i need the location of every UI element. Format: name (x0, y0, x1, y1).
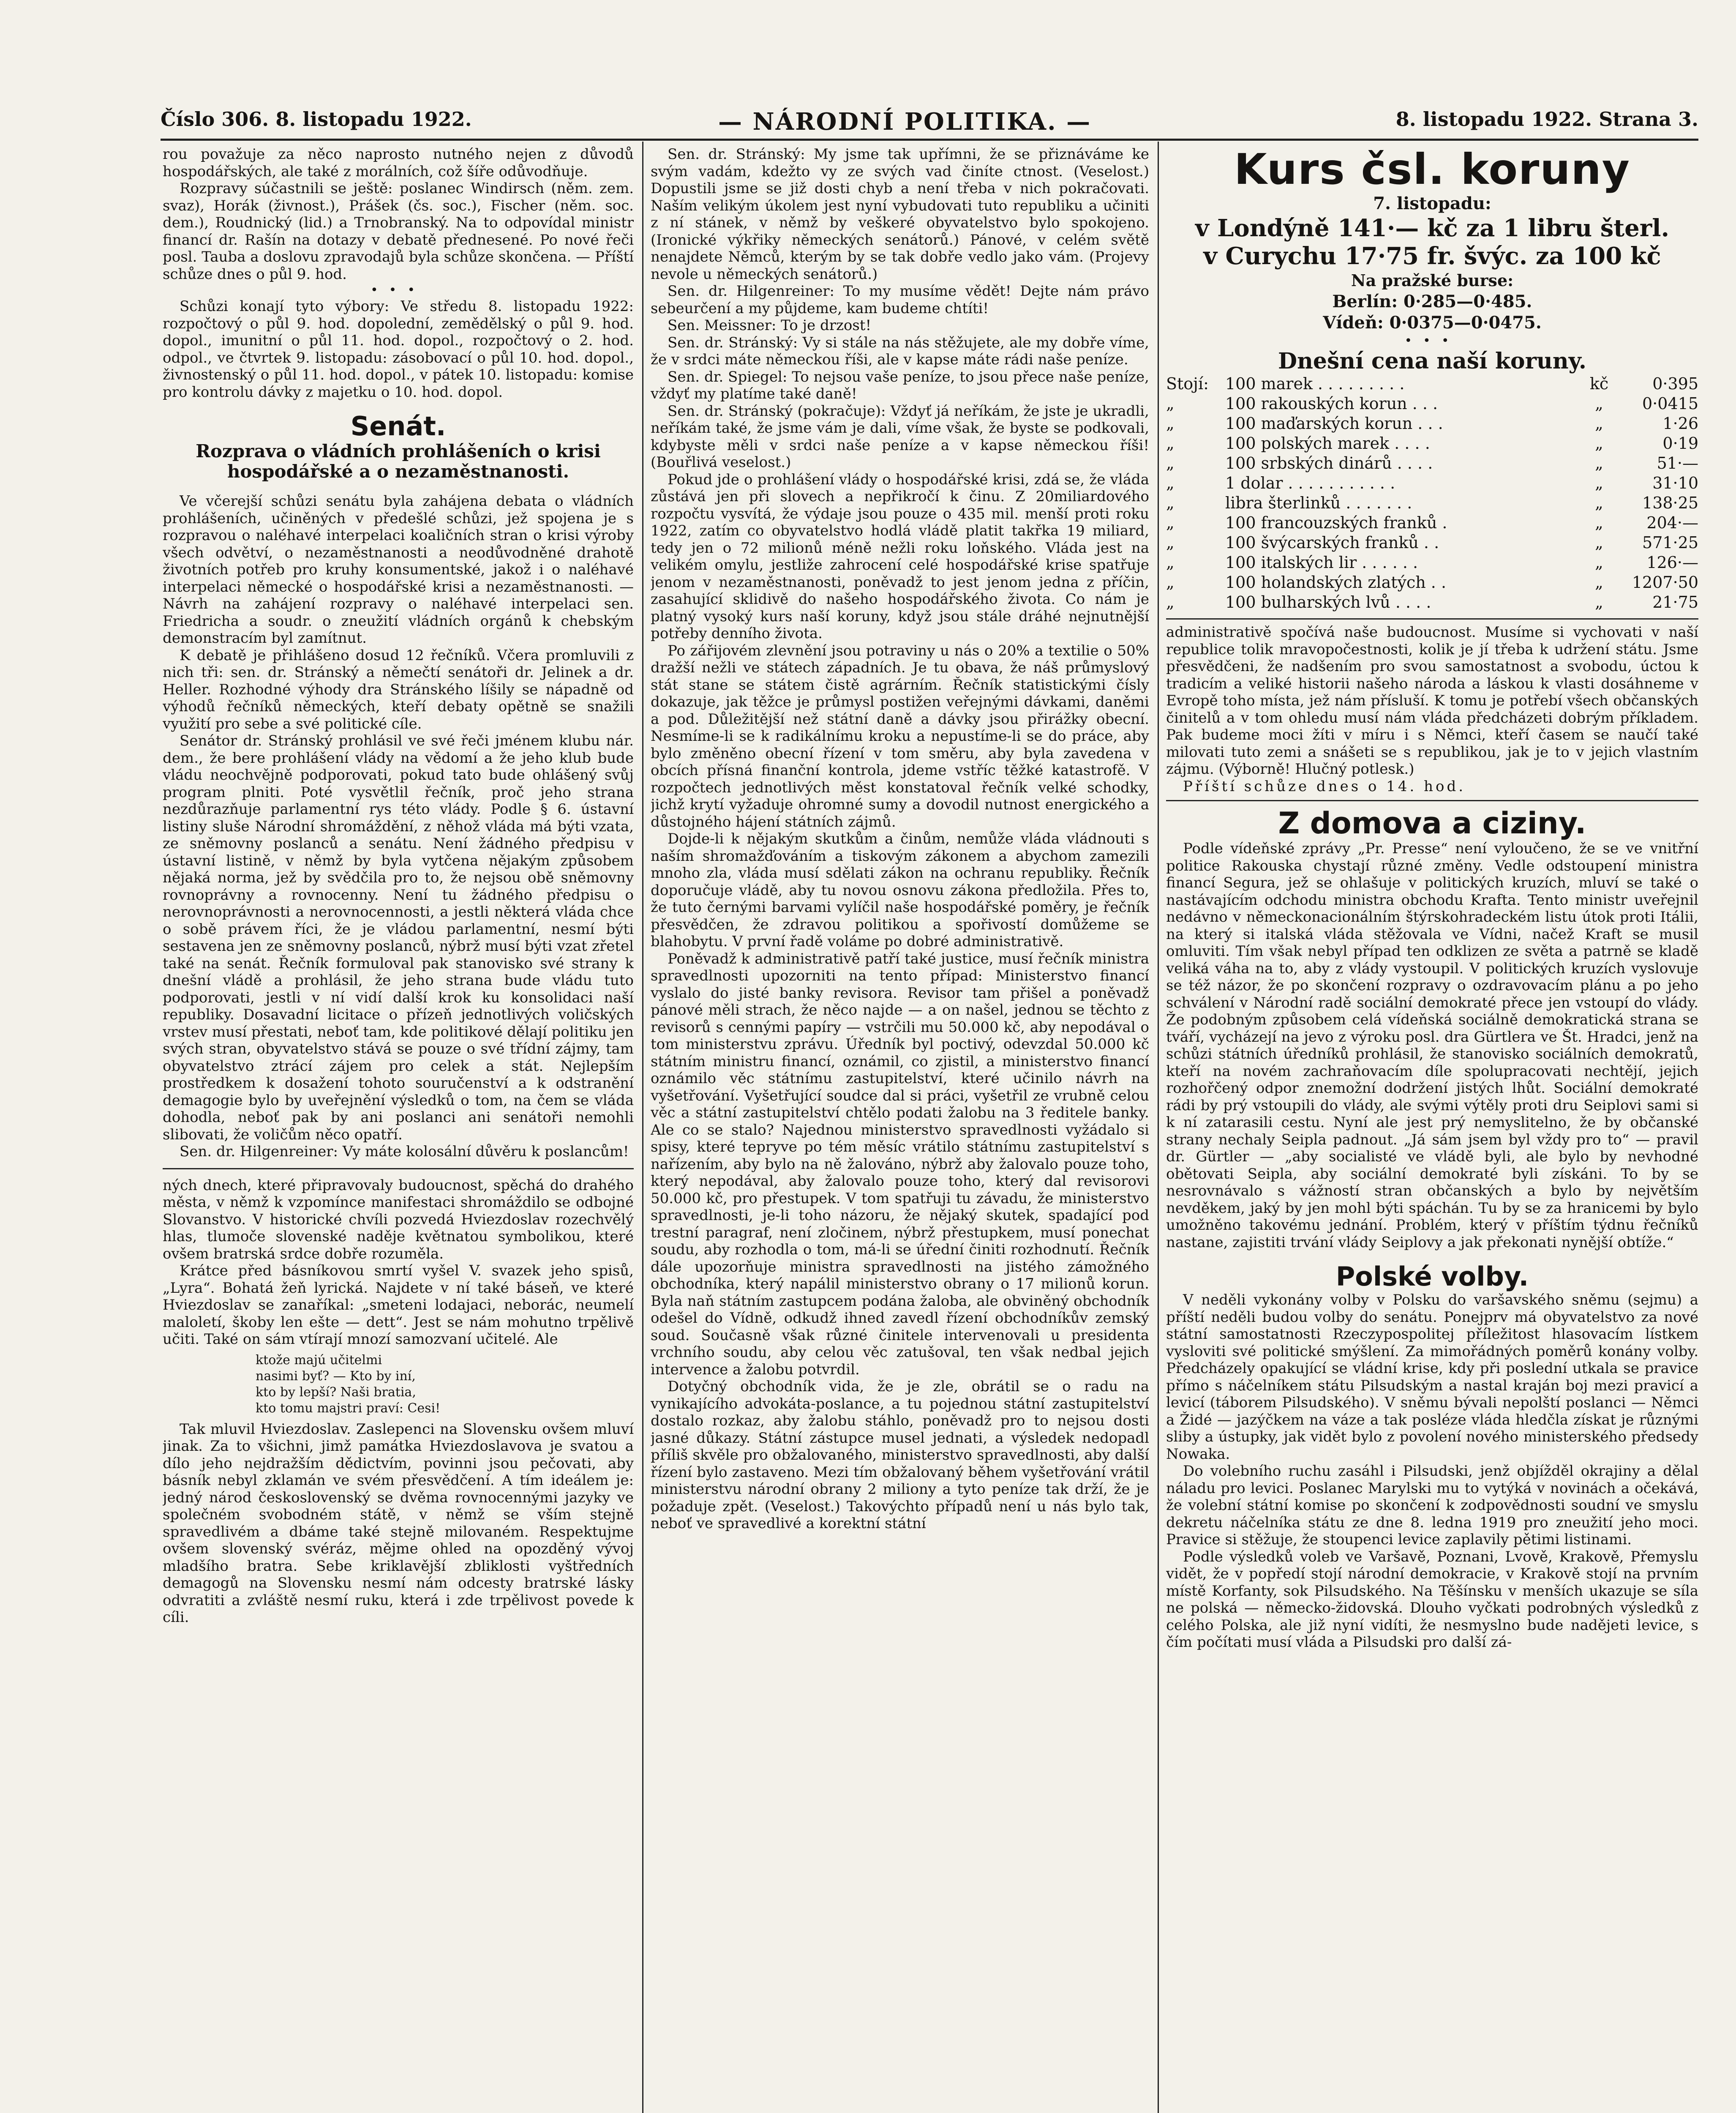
article-text: Dojde-li k nějakým skutkům a činům, nemůže vláda vládnouti s naším shromažďováním a tiskovým zákonem a abychom zamezili mnoho zla, vláda musí sdělati zákon na ochranu republiky. Řečník doporučuje vládě, aby tu novou osnovu zákona předložila. Přes to, že tuto černými barvami vylíčil naše hospodářské poměry, je řečník přesvědčen, že zdravou politikou a spořivostí domůžeme se blahobytu. V první řadě voláme po dobré administrativě. (651, 830, 1149, 950)
kurs-date: 7. listopadu: (1373, 194, 1491, 213)
rate-row (1166, 374, 1698, 394)
committee-schedule: Schůzi konají tyto výbory: Ve středu 8. listopadu 1922: rozpočtový o půl 9. hod. dopolední, zemědělský o půl 9. hod. dopol., imunitní o půl 11. hod. dopol., rozpočtový o 2. hod. odpol., ve čtvrtek 9. listopadu: zásobovací o půl 10. hod. dopol., živnostenský o půl 11. hod. dopol., v pátek 10. listopadu: komise pro kontrolu dávky z majetku o 10. hod. dopol. (163, 298, 634, 401)
article-text: Po zářijovém zlevnění jsou potraviny u nás o 20% a textilie o 50% dražší nežli ve státech západních. Je tu obava, že náš průmyslový stát stane se státem čistě agrárním. Řečník statistickými čísly dokazuje, jak těžce je průmysl postižen veřejnými dávkami, daněmi a pod. Důležitější než státní daně a dávky jsou přirážky obecní. Nesmíme-li se k radikálnímu kroku a nepustíme-li se do práce, aby bylo změněno obecní řízení v tom směru, aby byla zavedena v obcích přísná finanční kontrola, jdeme vstříc těžké katastrofě. V rozpočtech jednotlivých měst konstatoval řečník velké schodky, jichž krytí vyžaduje ohromné sumy a dovodil nutnost energického a důstojného hájení státních zájmů. (651, 642, 1149, 830)
rate-label: 100 maďarských korun . . . (1225, 414, 1443, 433)
burse-label: Na pražské burse: (1351, 271, 1514, 290)
rate-prefix: „ (1166, 513, 1175, 532)
rate-unit: „ (1595, 573, 1603, 592)
london-rate: v Londýně 141·— kč za 1 libru šterl. (1195, 214, 1670, 242)
rate-value: 126·— (1646, 553, 1698, 572)
rate-label: 100 rakouských korun . . . (1225, 394, 1438, 413)
section-separator: ••• (370, 283, 426, 298)
rate-row (1166, 513, 1698, 533)
rate-row (1166, 473, 1698, 493)
rate-prefix: „ (1166, 414, 1175, 433)
rate-unit: „ (1595, 553, 1603, 572)
rate-prefix: Stojí: (1166, 374, 1209, 393)
rate-unit: „ (1595, 414, 1603, 433)
rate-row (1166, 573, 1698, 592)
article-text: Do volebního ruchu zasáhl i Pilsudski, jenž objížděl okrajiny a dělal náladu pro levici. Poslanec Marylski mu to vytýká v novinách a očekává, že volební státní komise po skončení k zodpovědnosti soudní ve smyslu dekretu náčelníka státu ze dne 8. ledna 1919 pro zneužití jeho moci. Pravice si stěžuje, že stoupenci levice zaplavily pětimi listinami. (1166, 1463, 1698, 1548)
zurich-rate: v Curychu 17·75 fr. švýc. za 100 kč (1203, 242, 1661, 270)
rate-unit: „ (1595, 474, 1603, 492)
rate-value: 1207·50 (1632, 573, 1698, 592)
rate-prefix: „ (1166, 474, 1175, 492)
column-2 (651, 146, 1149, 2113)
article-text: Sen. dr. Stránský (pokračuje): Vždyť já neříkám, že jste je ukradli, neříkám také, že jsme vám je dali, víme však, že byste se podkovali, kdybyste měli v srdci naše peníze a v kapse německou říši! (Bouřlivá veselost.) (651, 402, 1149, 471)
rate-value: 31·10 (1652, 474, 1698, 492)
rate-unit: „ (1595, 513, 1603, 532)
rate-prefix: „ (1166, 494, 1175, 512)
article-text: Rozpravy súčastnili se ještě: poslanec Windirsch (něm. zem. svaz), Horák (živnost.), Prášek (čs. soc.), Fischer (něm. soc. dem.), Roudnický (lid.) a Trnobranský. Na to odpovídal ministr financí dr. Rašín na dotazy v debatě přednesené. Po nové řeči posl. Tauba a doslovu zpravodajů byla schůze skončena. — Příští schůze dnes o půl 9. hod. (163, 180, 634, 283)
rate-row (1166, 553, 1698, 573)
masthead (161, 108, 1698, 137)
article-text: Sen. Meissner: To je drzost! (668, 317, 872, 334)
rate-value: 0·0415 (1642, 394, 1698, 413)
rate-value: 571·25 (1642, 533, 1698, 552)
article-text: Poněvadž k administrativě patří také justice, musí řečník ministra spravedlnosti upozorniti na tento případ: Ministerstvo financí vyslalo do jisté banky revisora. Revisor tam přišel a poněvadž pánové měli strach, že něco najde — a on našel, jednou se těchto z revisorů s cennými papíry — vstrčili mu 50.000 kč, aby nepodával o tom ministerstvu zprávu. Úředník byl poctivý, odevzdal 50.000 kč státním ministru financí, oznámil, co zjistil, a ministerstvo financí oznámilo věc státnímu zastupitelství, které učinilo návrh na vyšetřování. Vyšetřující soudce dal si práci, vyšetřil ze vrubně celou věc a státní zastupitelství chtělo podati žalobu na 3 ředitele banky. Ale co se stalo? Najednou ministerstvo spravedlnosti vyžádalo si spisy, které tepryve po tém měsíc vrátilo státnímu zastupitelství s nařízením, aby bylo na ně žalováno, nýbrž aby žalovalo pouze toho, který nepodával, aby žalovalo pouze toho, který dal revisorovi 50.000 kč, pro přestupek. V tom spatřuji tu závadu, že ministerstvo spravedlnosti, je-li toho názoru, že nějaký skutek, spadající pod trestní paragraf, není zločinem, nýbrž přestupkem, musí ponechat soudu, aby rozhodla o tom, má-li se úřední činiti rozhodnutí. Řečník dále upozorňuje ministra spravedlnosti na jistého zámožného obchodníka, který napálil ministerstvo obrany o 17 milionů korun. Byla naň státním zastupcem podána žaloba, ale obviněný obchodník odešel do Vídně, odkudž ihned zavedl řízení obchodníkův zemský soud. Současně však různé činitele intervenovali u presidenta vrchního soudu, aby celou věc zatušoval, ten však nedbal jejich intervence a žalobu potvrdil. (651, 950, 1149, 1378)
vienna-rate: Vídeň: 0·0375—0·0475. (1323, 313, 1542, 333)
next-session-note: Příští schůze dnes o 14. hod. (1183, 778, 1466, 795)
rate-row (1166, 592, 1698, 612)
rate-row (1166, 493, 1698, 513)
rate-value: 51·— (1657, 454, 1698, 472)
article-text: Dotyčný obchodník vida, že je zle, obrátil se o radu na vynikajícího advokáta-poslance, a tu pojednou státní zastupitelství dostalo rozkaz, aby žalobu stáhlo, poněvadž pro to nejsou dosti jasné důkazy. Státní zástupce musel jednati, a výsledek nedopadl příliš skvěle pro obžalovaného, ministerstvo spravedlnosti, aby další řízení bylo zastaveno. Mezi tím obžalovaný během vyšetřování vrátil ministerstvu národní obrany 2 miliony a tyto peníze tak drží, že je požaduje zpět. (Veselost.) Takovýchto případů není u nás bylo tak, neboť ve spravedlivé a korektní státní (651, 1378, 1149, 1532)
rate-label: 100 bulharských lvů . . . . (1225, 593, 1431, 612)
rate-unit: „ (1595, 494, 1603, 512)
column-divider-1 (642, 142, 643, 2113)
column-1 (163, 146, 634, 2113)
article-text: Sen. dr. Spiegel: To nejsou vaše peníze, to jsou přece naše peníze, vždyť my platíme také daně! (651, 368, 1149, 402)
column-3 (1166, 146, 1698, 2113)
rate-label: libra šterlinků . . . . . . . (1225, 494, 1412, 512)
rate-prefix: „ (1166, 533, 1175, 552)
exchange-rates-table (1166, 374, 1698, 612)
article-text: administrativě spočívá naše budoucnost. Musíme si vychovati v naší republice tolik mravopočestnosti, kolik je jí třeba k udržení státu. Jsme přesvědčeni, že nadšením pro svou samostatnost a svobodu, úctou k tradicím a veliké historii našeho národa a láskou k vlasti dosáhneme v Evropě toho místa, jež nám přísluší. K tomu je potřebí všech občanských činitelů a v tom ohledu musí nám vláda předcházeti dobrým příkladem. Pak budeme moci žíti v míru i s Němci, kteří časem se naučí také milovati tuto zemi a snášeti se s republikou, jak je to v jejich vlastním zájmu. (Výborně! Hlučný potlesk.) (1166, 624, 1698, 778)
newspaper-title: — NÁRODNÍ POLITIKA. — (718, 108, 1092, 136)
senat-heading: Senát. (350, 411, 446, 442)
rate-row (1166, 434, 1698, 453)
rate-unit: „ (1595, 454, 1603, 472)
rate-row (1166, 453, 1698, 473)
rate-unit: „ (1595, 394, 1603, 413)
rate-prefix: „ (1166, 434, 1175, 453)
rate-label: 100 holandských zlatých . . (1225, 573, 1447, 592)
rate-prefix: „ (1166, 573, 1175, 592)
domova-heading: Z domova a ciziny. (1278, 806, 1586, 841)
article-text: Sen. dr. Stránský: My jsme tak upřímni, že se přiznáváme ke svým vadám, kdežto vy ze svých vad činíte ctnost. (Veselost.) Dopustili jsme se již dosti chyb a není třeba v nich pokračovati. Naším velikým úkolem jest nyní vybudovati tuto republiku a učiniti z ní stánek, v němž by veškeré obyvatelstvo bylo spokojeno. (Ironické výkřiky německých senátorů.) Pánové, v celém světě nenajdete Němců, kterým by se tak dobře vedlo jako vám. (Projevy nevole u německých senátorů.) (651, 146, 1149, 283)
section-separator: ••• (1404, 333, 1460, 348)
rate-label: 100 srbských dinárů . . . . (1225, 454, 1433, 472)
cena-heading: Dnešní cena naší koruny. (1278, 348, 1586, 374)
date-page-number: 8. listopadu 1922. Strana 3. (1395, 108, 1698, 131)
rate-unit: kč (1589, 374, 1609, 393)
column-divider-2 (1158, 142, 1159, 2113)
rate-label: 100 polských marek . . . . (1225, 434, 1430, 453)
rate-value: 138·25 (1642, 494, 1698, 512)
rate-prefix: „ (1166, 454, 1175, 472)
rate-prefix: „ (1166, 593, 1175, 612)
article-text: Senátor dr. Stránský prohlásil ve své řeči jménem klubu nár. dem., že bere prohlášení vlády na vědomí a že jeho klub bude vládu neochvějně podporovati, pokud tato bude ohlášený svůj program plniti. Poté vysvětlil řečník, proč jeho strana nezdůrazňuje parlamentní rys této vlády. Podle § 6. ústavní listiny sluše Národní shromáždění, z něhož vláda má býti vzata, ze sněmovny poslanců a senátu. Není žádného předpisu v ústavní listině, v němž by byla vytčena nějakým způsobem nějaká norma, jež by svědčila pro to, že nejsou obě sněmovny rovnoprávny a rovnocenny. Není tu žádného předpisu o nerovnoprávnosti a nerovnocennosti, a jestli některá vláda chce o sobě právem říci, že je vládou parlamentní, nesmí býti sestavena jen ze sněmovny poslanců, nýbrž musí býti vzat zřetel také na senát. Řečník formuloval pak stanovisko své strany k dnešní vládě a prohlásil, že jeho strana bude vládu tuto podporovati, jestli v ní vidí další krok ku konsolidaci naší republiky. Dosavadní licitace o přízeň jednotlivých voličských vrstev musí přestati, neboť tam, kde politikové dělají politiku jen svých stran, obyvatelstvo stává se pouze o své třídní zájmy, tam obyvatelstvo ztrácí zájem pro celek a stát. Nejlepším prostředkem k dosažení tohoto souručenství a k odstranění demagogie bylo by uveřejnění výsledků o tom, na čem se vláda dohodla, neboť pak by ani poslanci ani senátoři nemohli slibovati, že voličům něco opatří. (163, 732, 634, 1143)
article-text: Podle výsledků voleb ve Varšavě, Poznani, Lvově, Krakově, Přemyslu vidět, že v popředí stojí národní demokracie, v Krakově stojí na prvním místě Korfanty, sok Pilsudského. Na Těšínsku v menších ukazuje se síla ne polská — německo-židovská. Dlouho vyčkati podrobných výsledků z celého Polska, ale již nyní vidíti, že nesmyslno bude nadějeti levice, s čím počítati musí vláda a Pilsudski pro další zá- (1166, 1548, 1698, 1651)
rate-row (1166, 414, 1698, 434)
polske-volby-heading: Polské volby. (1335, 1261, 1529, 1292)
rate-row (1166, 533, 1698, 553)
rate-value: 0·19 (1662, 434, 1698, 453)
rate-unit: „ (1595, 533, 1603, 552)
feuilleton-text: Tak mluvil Hviezdoslav. Zaslepenci na Slovensku ovšem mluví jinak. Za to všichni, jimž památka Hviezdoslavova je svatou a dílo jeho nejdražším dědictvím, povinni jsou pečovati, aby básník nebyl zklamán ve svém přesvědčení. A tím ideálem je: jedný národ československý se dvěma rovnocennými jazyky ve společném svobodném státě, v němž se vším stejně spravedlivém a dbáme také stejně milovaném. Respektujme ovšem slovenský svéráz, mějme ohled na opozděný vývoj mladšího bratra. Sebe kriklavější zbliklosti vyštředních demagogů na Slovensku nesmí nám odcesty bratrské lásky odvratiti a zvláště nesmí ruku, která i zde trpělivost povede k cíli. (163, 1420, 634, 1626)
poem-quote: ktože majú učitelmi nasimi byť? — Kto by iní, kto by lepší? Naši bratia, kto tomu majstri praví: Cesi! (256, 1352, 441, 1416)
rate-row (1166, 394, 1698, 414)
kurs-heading: Kurs čsl. koruny (1234, 146, 1630, 194)
article-separator (1166, 800, 1698, 801)
rate-label: 100 italských lir . . . . . . (1225, 553, 1418, 572)
rate-label: 100 marek . . . . . . . . . (1225, 374, 1405, 393)
article-text: Podle vídeňské zprávy „Pr. Presse“ není vyloučeno, že se ve vnitřní politice Rakouska chystají různé změny. Vedle odstoupení ministra financí Segura, jež se ohlašuje v politických kruzích, mluví se také o nastávajícím odchodu ministra obchodu Krafta. Tento ministr uveřejnil nedávno v německonacionálním štýrskohradeckém listu útok proti Itálii, na který si italská vláda stěžovala ve Vídni, načež Kraft se musil omluviti. Tím však nebyl případ ten odklizen ze světa a patrně se kladě veliká váha na to, aby z vlády vystoupil. V politických kruzích vyslovuje se též názor, že po skončení rozpravy o ozdravovacím plánu a po jeho schválení v Národní radě sociální demokraté přece jen vstoupí do vlády. Že podobným způsobem celá vídeňská sociálně demokratická strana se tváří, vycházejí na jevo z výroku posl. dra Gürtlera ve Št. Hradci, jenž na schůzi státních úředníků prohlásil, že stanovisko sociálních demokratů, kteří na novém zachraňovacím díle spolupracovati nechtějí, jejich rozhořčený odpor znemožní dodržení jistých lhůt. Sociální demokraté rádi by prý vstoupili do vlády, ale svými výtěly proti dru Seiplovi sami si k ní zatarasili cestu. Nyní ale jest prý nemyslitelno, že by občanské strany nechaly Seipla padnout. „Já sám jsem byl vždy pro to“ — pravil dr. Gürtler — „aby socialisté ve vládě byli, ale bylo by nevhodné obětovati Seipla, aby sociální demokraté byli získáni. To by se nesrovnávalo s vážností stran občanských a bylo by největším nevděkem, jaký by jen mohl býti spáchán. Tu by se za hranicemi by bylo umožněno takovému jednání. Problém, který v příštím týdnu řečníků nastane, zajistiti trvání vlády Seiplovy a jak překonati nynější obtíže.“ (1166, 840, 1698, 1251)
article-text: Sen. dr. Hilgenreiner: To my musíme vědět! Dejte nám právo sebeurčení a my půjdeme, kam budeme chtíti! (651, 283, 1149, 317)
rate-unit: „ (1595, 434, 1603, 453)
rate-label: 100 švýcarských franků . . (1225, 533, 1439, 552)
rate-unit: „ (1595, 593, 1603, 612)
article-text: Pokud jde o prohlášení vlády o hospodářské krisi, zdá se, že vláda zůstává jen při slovech a nepřikročí k činu. Z 20miliardového rozpočtu vysvítá, že výdaje jsou pouze o 435 mil. menší proti roku 1922, zatím co obyvatelstvo hodlá vládě platit takřka 19 miliard, tedy jen o 72 milionů méně nežli roku loňského. Vláda jest na velikém omylu, jestliže zahrocení celé hospodářské krise spatřuje jenom v nezaměstnanosti, poněvadž to jest jenom jedna z příčin, zasahující sklidivě do našeho hospodářského života. Co nám je platný vysoký kurs naší koruny, když jsou stále dráhé nejnutnější potřeby denního života. (651, 471, 1149, 642)
rate-value: 21·75 (1652, 593, 1698, 612)
article-text: Ve včerejší schůzi senátu byla zahájena debata o vládních prohlášeních, učiněných v předešlé schůzi, jež spojena je s rozpravou o naléhavé interpelaci koaličních stran o krisi výroby všech odvětví, o nezaměstnanosti a neodůvodněné drahotě životních potřeb pro kruhy konsumentské, jakož i o naléhavé interpelaci německé o hospodářské krisi a nezaměstnanosti. — Návrh na zahájení rozpravy o naléhavé interpelaci sen. Friedricha a soudr. o zneužití vládních orgánů k chebským demonstracím byl zamítnut. (163, 493, 634, 647)
senat-subheading: Rozprava o vládních prohlášeních o krisi hospodářské a o nezaměstnanosti. (196, 441, 601, 482)
rate-label: 1 dolar . . . . . . . . . . . (1225, 474, 1395, 492)
rate-value: 1·26 (1662, 414, 1698, 433)
feuilleton-text: ných dnech, které připravovaly budoucnost, spěchá do drahého města, v němž k vzpomínce manifestaci shromáždilo se odbojné Slovanstvo. V historické chvíli pozvedá Hviezdoslav rozechvělý hlas, tlumoče slovenské naděje květnatou symbolikou, které ovšem bratrská srdce dobře rozuměla. (163, 1177, 634, 1262)
article-text: V neděli vykonány volby v Polsku do varšavského sněmu (sejmu) a příští neděli budou volby do senátu. Ponejprv má obyvatelstvo za nové státní samostatnosti Rzeczypospolitej příležitost hlasovacím lístkem vysloviti své politické smýšlení. Za mimořádných poměrů konány volby. Předcházely opakující se vládní krise, kdy při poslední utkala se pravice přímo s náčelníkem státu Pilsudským a nastal kraján boj mezi pravicí a levicí (táborem Pilsudského). V sněmu bývali nepolští poslanci — Němci a Židé — jazýčkem na váze a tak posléze vláda hledčla získat je různými sliby a ústupky, jak vidět bylo z povolení nového ministerského předsedy Nowaka. (1166, 1291, 1698, 1463)
rate-label: 100 francouzských franků . (1225, 513, 1447, 532)
article-text: rou považuje za něco naprosto nutného nejen z důvodů hospodářských, ale také z morálních, což šíře odůvodňuje. (163, 146, 634, 180)
issue-number-date: Číslo 306. 8. listopadu 1922. (161, 108, 472, 131)
article-text: Sen. dr. Hilgenreiner: Vy máte kolosální důvěru k poslancům! (180, 1143, 629, 1160)
rate-prefix: „ (1166, 394, 1175, 413)
article-separator (163, 1168, 634, 1169)
masthead-rule (161, 139, 1698, 141)
rates-bottom-rule (1166, 618, 1698, 620)
rate-value: 0·395 (1652, 374, 1698, 393)
berlin-rate: Berlín: 0·285—0·485. (1332, 292, 1532, 311)
rate-prefix: „ (1166, 553, 1175, 572)
rate-value: 204·— (1646, 513, 1698, 532)
feuilleton-text: Krátce před básníkovou smrtí vyšel V. svazek jeho spisů, „Lyra“. Bohatá žeň lyrická. Najdete v ní také báseň, ve které Hviezdoslav se zanaříkal: „smeteni lodajaci, neborác, neumelí maloletí, škoby len ešte — dett“. Jest se nám mohutno trpělivě učiti. Také on sám vtírají mnozí samozvaní učitelé. Ale (163, 1262, 634, 1348)
article-text: Sen. dr. Stránský: Vy si stále na nás stěžujete, ale my dobře víme, že v srdci máte německou říši, ale v kapse máte rádi naše peníze. (651, 334, 1149, 368)
article-text: K debatě je přihlášeno dosud 12 řečníků. Včera promluvili z nich tři: sen. dr. Stránský a němečtí senátoři dr. Jelinek a dr. Heller. Rozhodné výhody dra Stránského líšily se nápadně od výhodů řečníků německých, kteří debaty opětně se snažili využití pro sebe a své politické cíle. (163, 647, 634, 732)
